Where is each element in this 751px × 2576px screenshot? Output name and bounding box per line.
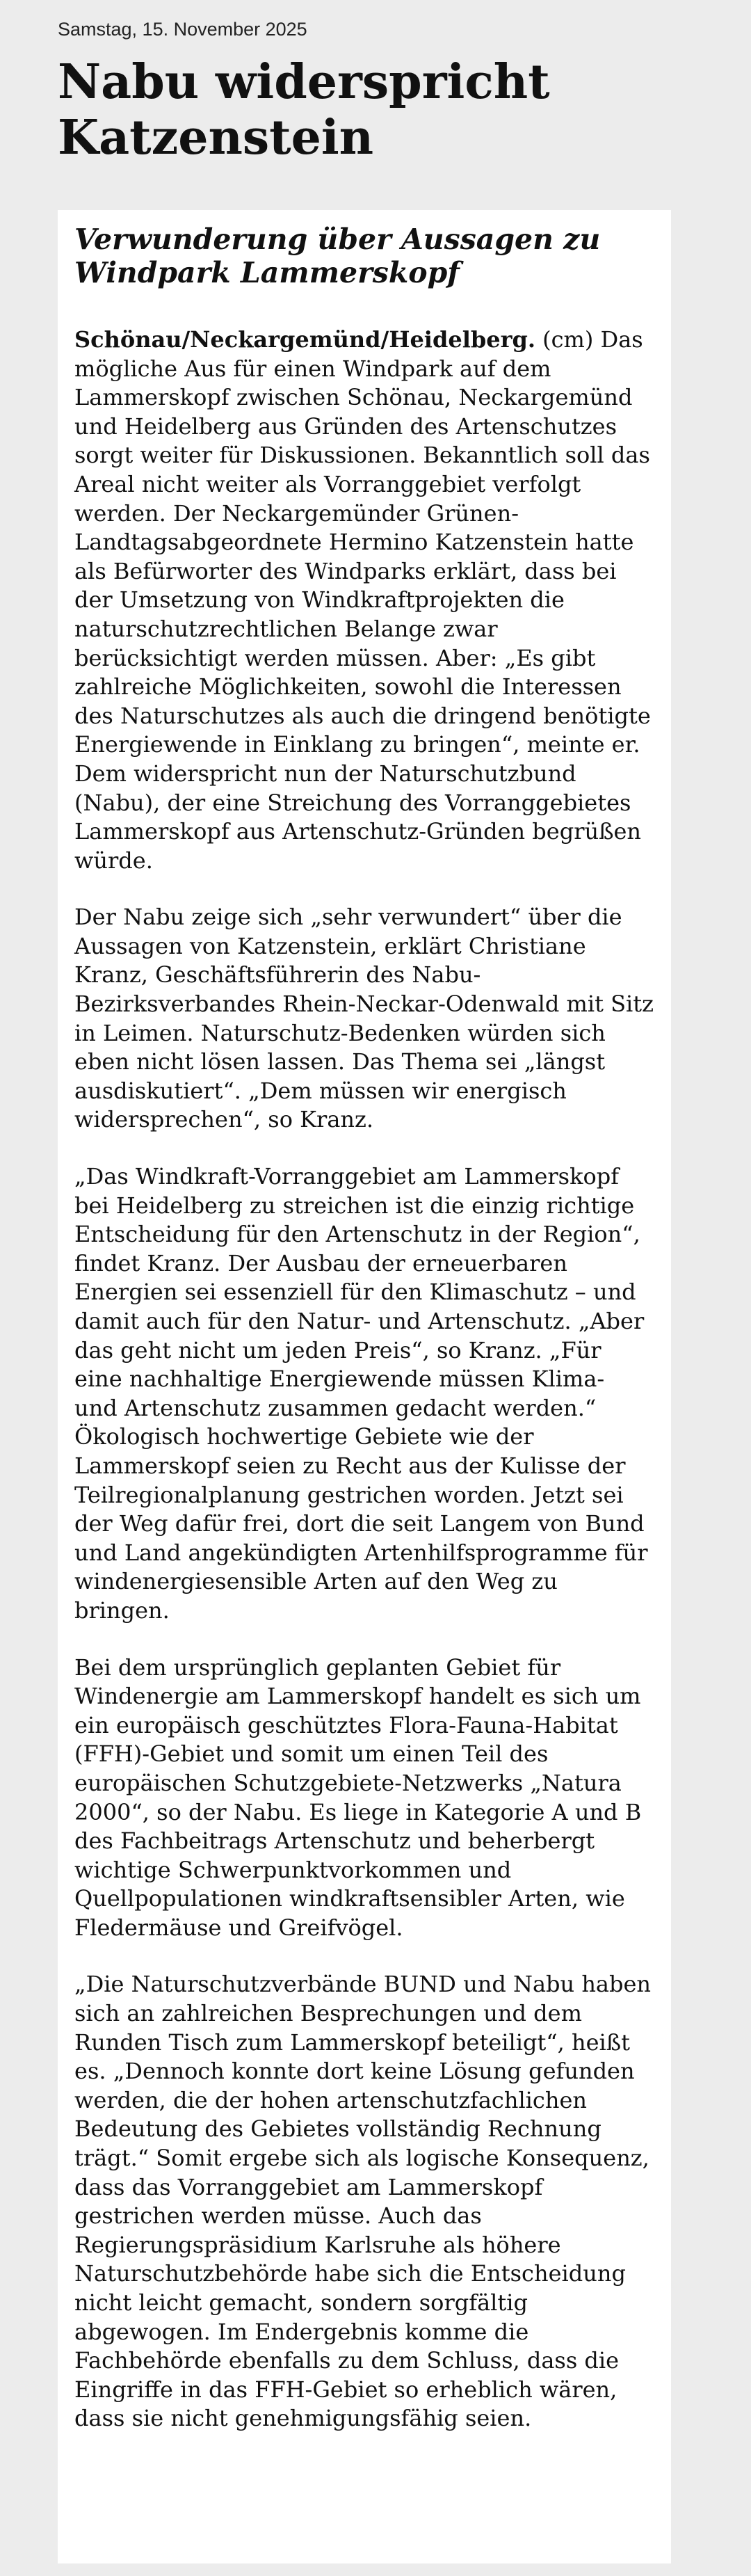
article-paragraph-5: „Die Naturschutzverbände BUND und Nabu haben sich an zahlreichen Besprechungen und dem Runden Tisch zum Lammerskopf beteiligt“, heißt es. „Dennoch konnte dort keine Lösung gefunden werden, die der hohen artenschutzfachlichen Bedeutung des Gebietes vollständig Rechnung trägt.“ Somit ergebe sich als logische Konsequenz, dass das Vorranggebiet am Lammerskopf gestrichen werden müsse. Auch das Regierungspräsidium Karlsruhe als höhere Naturschutzbehörde habe sich die Entscheidung nicht leicht gemacht, sondern sorgfältig abgewogen. Im Endergebnis komme die Fachbehörde ebenfalls zu dem Schluss, dass die Eingriffe in das FFH-Gebiet so erheblich wären, dass sie nicht genehmigungsfähig seien. — [74, 1971, 652, 2432]
article-paragraph-1 — [74, 326, 654, 875]
article-card — [58, 210, 671, 2563]
publication-date: Samstag, 15. November 2025 — [58, 19, 307, 40]
article-paragraph-2: Der Nabu zeige sich „sehr verwundert“ über die Aussagen von Katzenstein, erklärt Christiane Kranz, Geschäftsführerin des Nabu-Bezirksverbandes Rhein-Neckar-Odenwald mit Sitz in Leimen. Naturschutz-Bedenken würden sich eben nicht lösen lassen. Das Thema sei „längst ausdiskutiert“. „Dem müssen wir energisch widersprechen“, so Kranz. — [74, 904, 654, 1133]
article-subtitle: Verwunderung über Aussagen zu Windpark Lammerskopf — [74, 223, 601, 289]
article-paragraph-4: Bei dem ursprünglich geplanten Gebiet für Windenergie am Lammerskopf handelt es sich um ein europäisch geschütztes Flora-Fauna-Habitat (FFH)-Gebiet und somit um einen Teil des europäischen Schutzgebiete-Netzwerks „Natura 2000“, so der Nabu. Es liege in Kategorie A und B des Fachbeitrags Artenschutz und beherbergt wichtige Schwerpunktvorkommen und Quellpopulationen windkraftsensibler Arten, wie Fledermäuse und Greifvögel. — [74, 1654, 642, 1941]
article-paragraph-1-text: (cm) Das mögliche Aus für einen Windpark auf dem Lammerskopf zwischen Schönau, Neckargemünd und Heidelberg aus Gründen des Artenschutzes sorgt weiter für Diskussionen. Bekanntlich soll das Areal nicht weiter als Vorranggebiet verfolgt werden. Der Neckargemünder Grünen-Landtagsabgeordnete Hermino Katzenstein hatte als Befürworter des Windparks erklärt, dass bei der Umsetzung von Windkraftprojekten die naturschutzrechtlichen Belange zwar berücksichtigt werden müssen. Aber: „Es gibt zahlreiche Möglichkeiten, sowohl die Interessen des Naturschutzes als auch die dringend benötigte Energiewende in Einklang zu bringen“, meinte er. Dem widerspricht nun der Naturschutzbund (Nabu), der eine Streichung des Vorranggebietes Lammerskopf aus Artenschutz-Gründen begrüßen würde. — [74, 326, 651, 874]
article-headline: Nabu widerspricht Katzenstein — [58, 54, 550, 166]
article-dateline: Schönau/Neckargemünd/Heidelberg. — [74, 326, 535, 353]
article-paragraph-3: „Das Windkraft-Vorranggebiet am Lammerskopf bei Heidelberg zu streichen ist die einzig richtige Entscheidung für den Artenschutz in der Region“, findet Kranz. Der Ausbau der erneuerbaren Energien sei essenziell für den Klimaschutz – und damit auch für den Natur- und Artenschutz. „Aber das geht nicht um jeden Preis“, so Kranz. „Für eine nachhaltige Energiewende müssen Klima- und Artenschutz zusammen gedacht werden.“ Ökologisch hochwertige Gebiete wie der Lammerskopf seien zu Recht aus der Kulisse der Teilregionalplanung gestrichen worden. Jetzt sei der Weg dafür frei, dort die seit Langem von Bund und Land angekündigten Artenhilfsprogramme für windenergiesensible Arten auf den Weg zu bringen. — [74, 1163, 648, 1624]
